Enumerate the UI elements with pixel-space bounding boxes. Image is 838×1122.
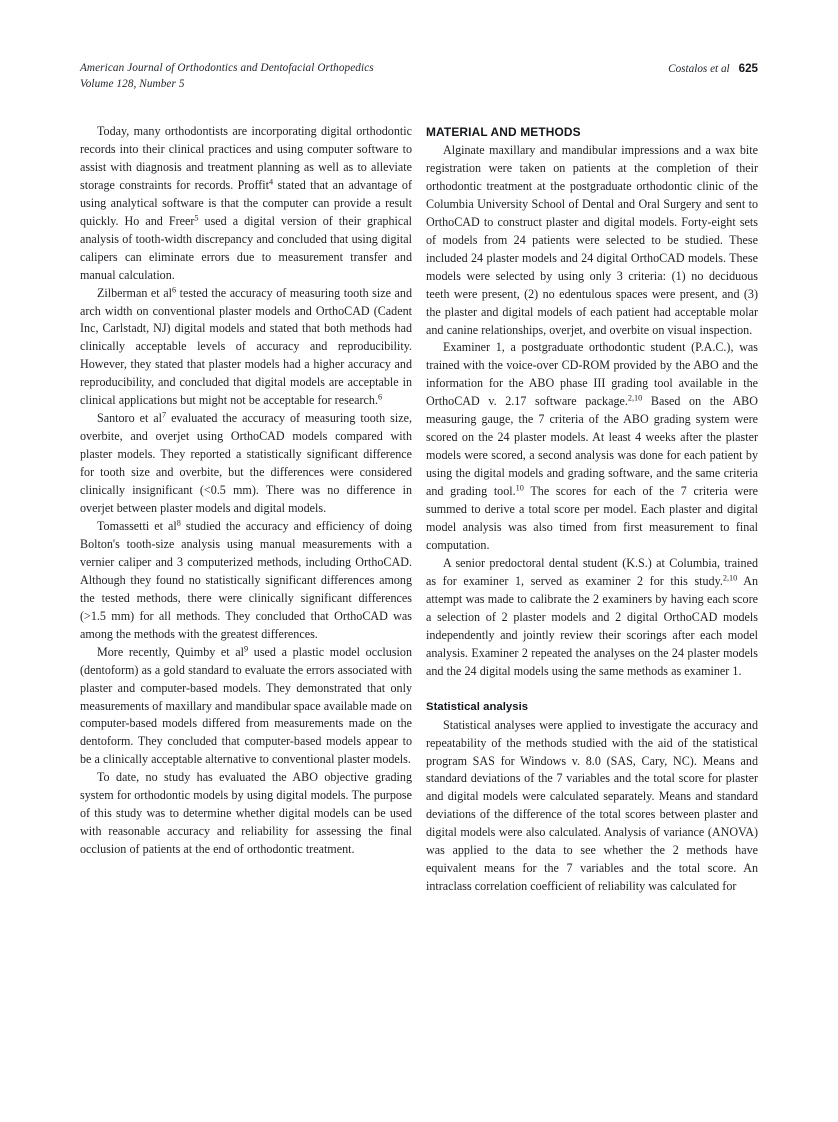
- section-heading-material-and-methods: MATERIAL AND METHODS: [426, 125, 581, 139]
- para-today: Today, many orthodontists are incorporating digital orthodontic records into their clinical practices and using computer software to assist with diagnosis and treatment planning as well as to alleviate storage constraints for records. Proffit$^4$ stated that an advantage of using analytical software is that the computer can provide a result quickly. Ho and Freer$^5$ used a digital version of their graphical analysis of tooth-width discrepancy and concluded that using digital calipers can eliminate errors due to measurement transfer and manual calculation.: [80, 124, 412, 282]
- para-tomassetti: Tomassetti et $al^8$ studied the accuracy and efficiency of doing Bolton's tooth-size analysis using manual measurements with a vernier caliper and 3 computerized methods, including OrthoCAD. Although they found no statistically significant differences among the tested methods, there were clinically significant differences (>1.5 mm) for all methods. They concluded that OrthoCAD was among the methods with the greatest differences.: [80, 518, 412, 641]
- para-santoro: Santoro et $al^7$ evaluated the accuracy of measuring tooth size, overbite, and overjet using OrthoCAD models compared with plaster models. They reported a statistically significant difference for tooth size and overbite, but the differences were considered clinically insignificant (<0.5 mm). There was no difference in overjet between plaster models and digital models.: [80, 410, 412, 516]
- citation-superscript: 2,10: [722, 573, 738, 583]
- citation-superscript: 6: [377, 393, 383, 403]
- para-quimby: More recently, Quimby et $al^9$ used a plastic model occlusion (dentoform) as a gold standard to evaluate the errors associated with plaster and computer-based models. They demonstrated that only measurements of maxillary and mandibular space available made on computer-based models differed from measurements made on the dentoform. They concluded that computer-based models appear to be a clinically acceptable alternative to conventional plaster models.: [80, 644, 413, 767]
- citation-superscript: 6: [171, 285, 177, 295]
- statistics-paragraphs: [426, 717, 758, 897]
- left-column-paragraphs: [80, 123, 412, 859]
- right-column: [426, 123, 758, 1048]
- citation-superscript: 8: [176, 518, 181, 528]
- subsection-heading-statistical-analysis: Statistical analysis: [426, 700, 529, 713]
- para-alginate: Alginate maxillary and mandibular impressions and a wax bite registration were taken on patients at the completion of their orthodontic treatment at the postgraduate orthodontic clinic of the Columbia University School of Dental and Oral Surgery and sent to OrthoCAD to construct plaster and digital models. Forty-eight sets of models from 24 patients were selected to be studied. These included 24 plaster models and 24 digital OrthoCAD models. These models were selected by using only 3 criteria: (1) no deciduous teeth were present, (2) no edentulous spaces were present, and (3) the plaster and digital models of each patient had acceptable molar and canine relationships, overjet, and overbite on visual inspection.: [426, 143, 758, 337]
- citation-superscript: 5: [194, 213, 199, 223]
- para-todate: To date, no study has evaluated the ABO objective grading system for orthodontic models by using digital models. The purpose of this study was to determine whether digital models can be used with reasonable accuracy and reliability for assessing the final occlusion of patients at the end of orthodontic treatment.: [80, 770, 412, 857]
- para-zilberman: Zilberman et $al^6$ tested the accuracy of measuring tooth size and arch width on conventional plaster models and OrthoCAD (Cadent Inc, Carlstadt, NJ) digital models and stated that both methods had clinically acceptable levels of accuracy and reproducibility. However, they stated that plaster models had a higher accuracy and reproducibility, and concluded that digital models are acceptable in clinical applications but might not be acceptable for research.$^6$: [80, 285, 412, 408]
- left-column: [80, 123, 412, 1048]
- volume-issue: Volume 128, Number 5: [80, 77, 185, 90]
- author-short: Costalos et al: [668, 63, 730, 75]
- para-stats: Statistical analyses were applied to investigate the accuracy and repeatability of the methods studied with the aid of the statistical program SAS for Windows v. 8.0 (SAS, Cary, NC). Means and standard deviations of the 7 variables and the total score for plaster and digital models were calculated separately. Means and standard deviations of the difference of the total scores between plaster and digital models were also calculated. Analysis of variance (ANOVA) was applied to the data to see whether the 2 methods have equivalent means for the 7 variables and the total score. An intraclass correlation coefficient of reliability was calculated for: [426, 717, 758, 894]
- journal-title: American Journal of Orthodontics and Dentofacial Orthopedics: [80, 62, 374, 74]
- citation-superscript: 7: [162, 410, 167, 420]
- running-head: [80, 61, 758, 92]
- citation-superscript: 9: [244, 644, 249, 654]
- citation-superscript: 4: [269, 177, 274, 187]
- running-head-journal: [80, 61, 374, 92]
- methods-paragraphs: [426, 142, 758, 681]
- running-head-right: [668, 61, 758, 78]
- citation-superscript: 10: [515, 483, 524, 493]
- para-examiner2: A senior predoctoral dental student (K.S.) at Columbia, trained as for examiner 1, served as examiner 2 for this study.$^{2,10}$ An attempt was made to calibrate the 2 examiners by having each score a selection of 2 plaster models and 2 digital OrthoCAD models independently and jointly review their scorings after each model analysis. Examiner 2 repeated the analyses on the 24 plaster models and the 24 digital models using the same methods as examiner 1.: [426, 555, 758, 678]
- body-columns: [80, 123, 758, 1048]
- page-number: 625: [738, 62, 758, 75]
- para-examiner1: Examiner 1, a postgraduate orthodontic student (P.A.C.), was trained with the voice-over CD-ROM provided by the ABO and the information for the ABO phase III grading tool available in the OrthoCAD v. 2.17 software package.$^{2,10}$ Based on the ABO measuring gauge, the 7 criteria of the ABO grading system were scored on the 24 plaster models. At least 4 weeks after the plaster models were scored, a second analysis was done for each patient by using the digital models and grading software, and the same criteria and grading tool.$^{10}$ The scores for each of the 7 criteria were summed to derive a total score per model. Each plaster and digital model analysis was also timed from first measurement to final computation.: [426, 340, 758, 552]
- citation-superscript: 2,10: [627, 394, 643, 404]
